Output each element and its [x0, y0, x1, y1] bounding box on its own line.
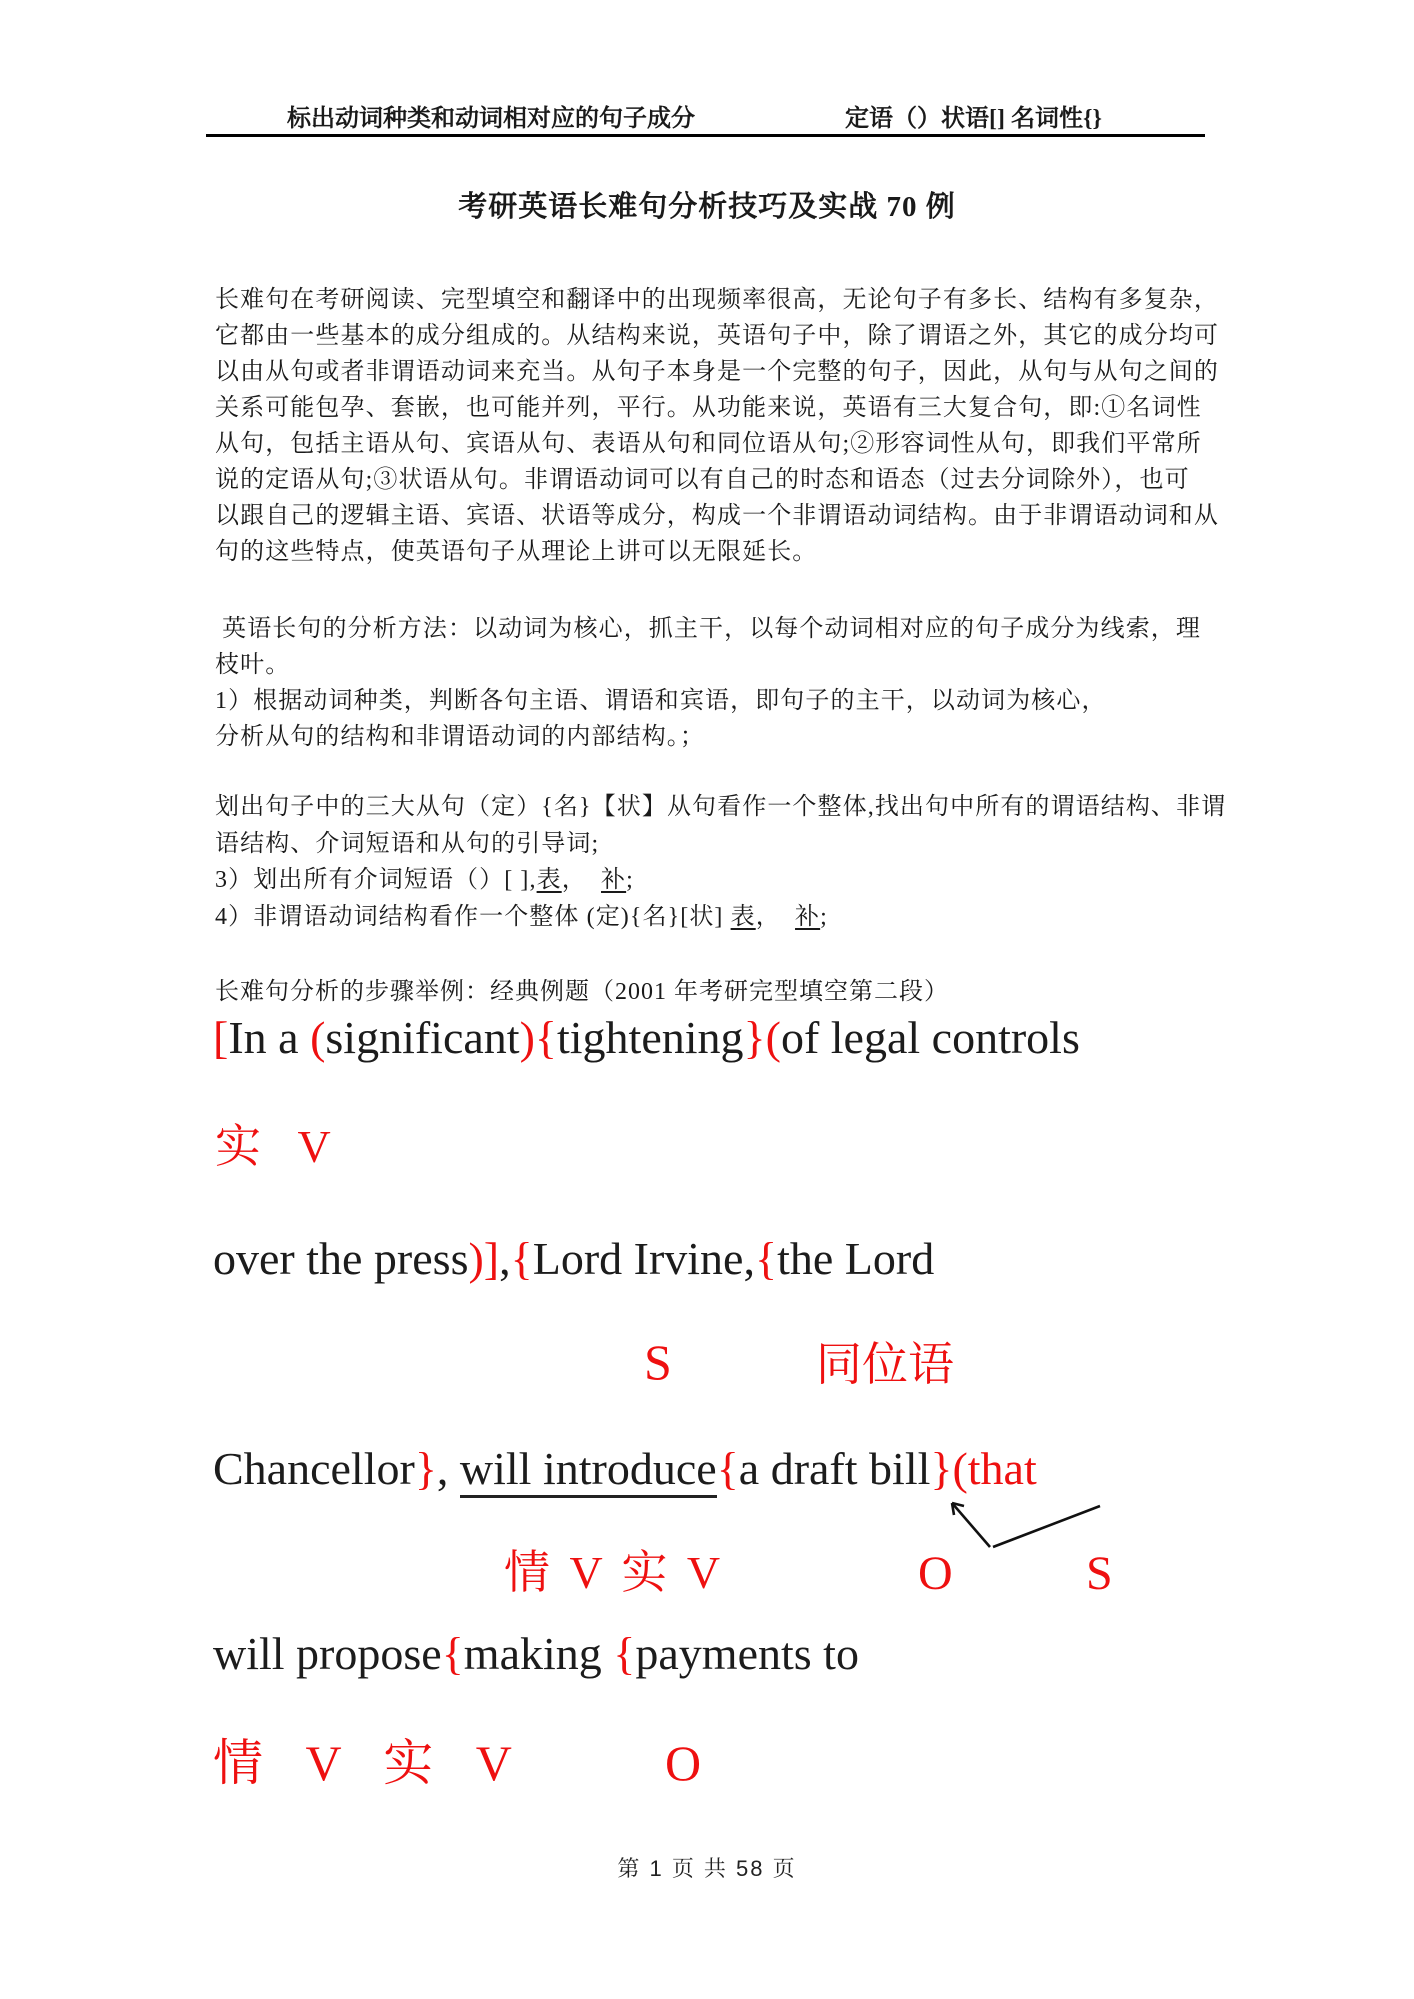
- underlined-term: 表: [536, 867, 562, 893]
- subject-annotation: S: [644, 1334, 672, 1390]
- bracket-mark: [: [213, 1012, 229, 1063]
- rule3-text: ，: [561, 867, 602, 893]
- sentence-text: Lord Irvine,: [532, 1233, 755, 1284]
- rule4-text: 4）非谓语动词结构看作一个整体 (定){名}[状]: [215, 903, 731, 930]
- bracket-mark: }: [414, 1443, 437, 1494]
- method-paragraph: [215, 611, 1235, 755]
- bracket-mark: {: [716, 1443, 739, 1494]
- sentence-text: tightening: [557, 1012, 744, 1063]
- paragraph-line: 1）根据动词种类，判断各句主语、谓语和宾语，即句子的主干，以动词为核心，: [215, 688, 1107, 714]
- rules-paragraph: [215, 789, 1235, 935]
- sentence-text: will propose: [213, 1628, 442, 1679]
- sentence-text: ,: [436, 1443, 460, 1494]
- sentence-text: significant: [325, 1012, 520, 1063]
- sentence-line-2: [213, 1233, 934, 1286]
- bracket-mark: {: [754, 1233, 778, 1284]
- page-number-footer: 第 1 页 共 58 页: [617, 1856, 797, 1881]
- underlined-term: 表: [730, 903, 756, 930]
- paragraph-line: [215, 899, 1235, 936]
- bracket-mark: {: [510, 1233, 533, 1284]
- object-annotation: O: [665, 1735, 702, 1791]
- header-right-legend: 定语（）状语[] 名词性{}: [845, 106, 1102, 132]
- sentence-text: Chancellor: [213, 1443, 415, 1494]
- subject-annotation: S: [1086, 1547, 1113, 1600]
- bracket-mark: )]: [468, 1233, 500, 1284]
- paragraph-line: 分析从句的结构和非谓语动词的内部结构。；: [215, 724, 705, 750]
- paragraph-line: 以跟自己的逻辑主语、宾语、状语等成分，构成一个非谓语动词结构。由于非谓语动词和从: [215, 503, 1219, 529]
- paragraph-line: 它都由一些基本的成分组成的。从结构来说，英语句子中，除了谓语之外，其它的成分均可: [215, 323, 1219, 349]
- sentence-line-1: [213, 1012, 1080, 1065]
- rule4-text: ，: [755, 903, 796, 930]
- paragraph-line: 语结构、介词短语和从句的引导词;: [215, 830, 600, 857]
- header-rule: [206, 134, 1205, 137]
- sentence-text: In a: [228, 1012, 311, 1063]
- intro-paragraph: [215, 282, 1235, 570]
- sentence-text: a draft bill: [738, 1443, 931, 1494]
- sentence-text: ,: [499, 1233, 511, 1284]
- paragraph-line: 句的这些特点，使英语句子从理论上讲可以无限延长。: [215, 539, 818, 565]
- sentence-text: of legal controls: [780, 1012, 1080, 1063]
- bracket-mark: {: [613, 1628, 636, 1679]
- bracket-mark: }(: [743, 1012, 781, 1063]
- verb-annotation: 情 V 实 V: [504, 1547, 721, 1598]
- sentence-text: making: [463, 1628, 614, 1679]
- paragraph-line: 以由从句或者非谓语动词来充当。从句子本身是一个完整的句子，因此，从句与从句之间的: [215, 359, 1219, 385]
- sentence-text: over the press: [213, 1233, 469, 1284]
- paragraph-line: [215, 862, 1235, 899]
- underlined-term: 补: [795, 903, 821, 930]
- paragraph-line: 说的定语从句;③状语从句。非谓语动词可以有自己的时态和语态（过去分词除外），也可: [215, 467, 1190, 493]
- page-title: 考研英语长难句分析技巧及实战 70 例: [458, 191, 956, 223]
- sentence-text: payments to: [635, 1628, 859, 1679]
- paragraph-line: 枝叶。: [215, 652, 291, 678]
- bracket-mark: {: [441, 1628, 464, 1679]
- bracket-mark: ){: [519, 1012, 557, 1063]
- example-intro: 长难句分析的步骤举例：经典例题（2001 年考研完型填空第二段）: [215, 979, 949, 1005]
- verb-annotation: 情 V 实 V: [213, 1735, 512, 1791]
- rule3-text: ;: [626, 867, 634, 893]
- bracket-mark: }(that: [930, 1443, 1037, 1494]
- underlined-term: 补: [601, 867, 627, 893]
- verb-annotation: 实 V: [215, 1121, 331, 1172]
- rule3-text: 3）划出所有介词短语（）[ ],: [215, 867, 537, 893]
- sentence-text: the Lord: [777, 1233, 935, 1284]
- object-annotation: O: [918, 1547, 953, 1600]
- sentence-line-4: [213, 1628, 859, 1681]
- bracket-mark: (: [310, 1012, 326, 1063]
- paragraph-line: 从句，包括主语从句、宾语从句、表语从句和同位语从句;②形容词性从句，即我们平常所: [215, 431, 1202, 457]
- paragraph-line: 关系可能包孕、套嵌，也可能并列，平行。从功能来说，英语有三大复合句，即:①名词性: [215, 395, 1202, 421]
- rule4-text: ;: [820, 903, 828, 930]
- sentence-line-3: [213, 1443, 1037, 1496]
- pointer-arrow: [934, 1495, 1104, 1555]
- appositive-annotation: 同位语: [816, 1339, 954, 1390]
- header-left-text: 标出动词种类和动词相对应的句子成分: [287, 106, 695, 132]
- paragraph-line: 英语长句的分析方法：以动词为核心，抓主干，以每个动词相对应的句子成分为线索，理: [215, 616, 1201, 642]
- paragraph-line: 长难句在考研阅读、完型填空和翻译中的出现频率很高，无论句子有多长、结构有多复杂，: [215, 287, 1219, 313]
- paragraph-line: 划出句子中的三大从句（定）{名}【状】从句看作一个整体,找出句中所有的谓语结构、非谓: [215, 794, 1227, 820]
- underlined-verb-phrase: will introduce: [460, 1443, 717, 1498]
